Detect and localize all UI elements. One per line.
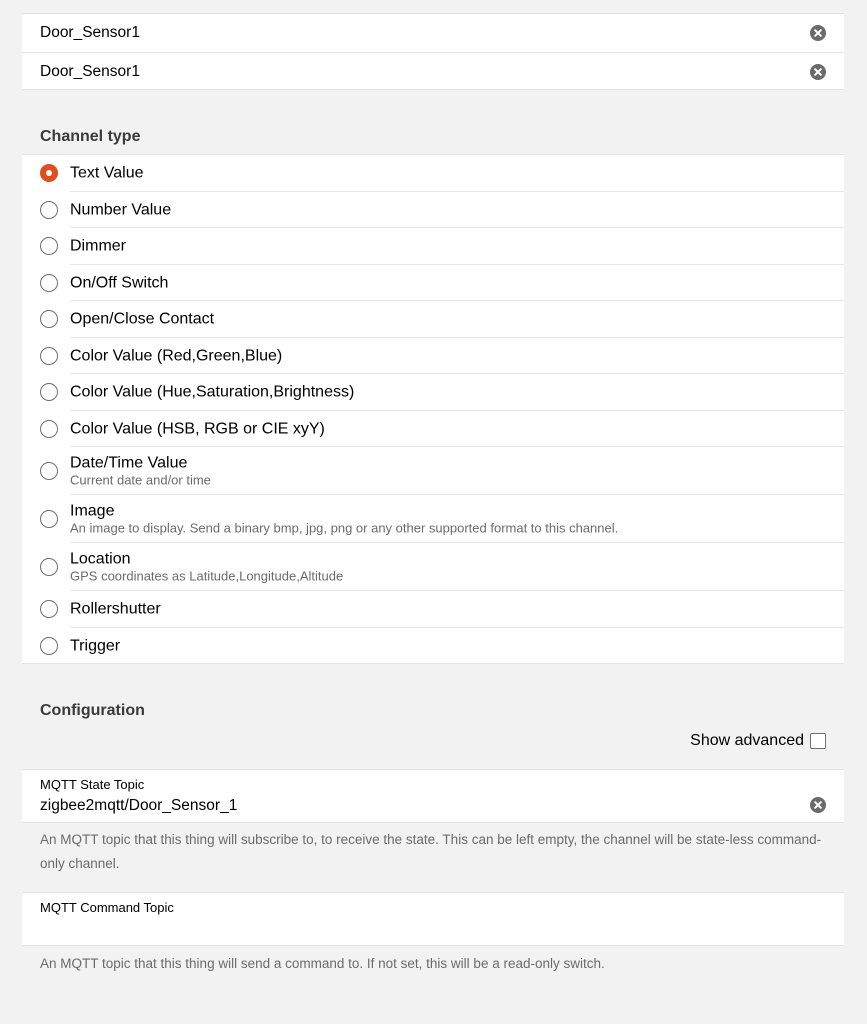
option-text [70,346,282,365]
clear-icon[interactable] [810,797,826,813]
show-advanced-label: Show advanced [690,732,804,749]
option-text [70,164,144,183]
option-text [70,310,214,329]
radio-button[interactable] [40,637,58,655]
channel-label-field[interactable] [22,14,844,52]
mqtt-state-topic-field[interactable] [22,769,844,823]
mqtt-command-topic-help: An MQTT topic that this thing will send a command to. If not set, this will be a read-only switch. [40,956,605,971]
option-text [70,550,343,585]
radio-button[interactable] [40,347,58,365]
option-label: Dimmer [70,237,126,255]
radio-button[interactable] [40,164,58,182]
option-label: On/Off Switch [70,274,169,292]
show-advanced-toggle[interactable] [690,732,826,750]
configuration-heading: Configuration [40,702,145,719]
radio-button[interactable] [40,274,58,292]
channel-type-option[interactable] [22,192,844,229]
option-text [70,237,126,256]
radio-button[interactable] [40,201,58,219]
name-fields-card [22,13,844,90]
option-label: Open/Close Contact [70,310,215,328]
option-description: Current date and/or time [70,472,211,488]
radio-button[interactable] [40,462,58,480]
option-text [70,600,161,619]
radio-button[interactable] [40,558,58,576]
option-label: Image [70,502,115,520]
option-label: Text Value [70,164,144,182]
option-label: Number Value [70,201,172,219]
option-description: An image to display. Send a binary bmp, jpg, png or any other supported format to this channel. [70,520,619,536]
radio-button[interactable] [40,600,58,618]
channel-type-option[interactable] [22,301,844,338]
channel-type-option[interactable] [22,338,844,375]
show-advanced-checkbox[interactable] [810,733,826,749]
channel-id-value: Door_Sensor1 [40,62,140,80]
option-label: Color Value (HSB, RGB or CIE xyY) [70,420,325,438]
option-text [70,419,325,438]
channel-id-field[interactable] [22,52,844,90]
channel-type-option[interactable] [22,265,844,302]
option-label: Rollershutter [70,600,161,618]
channel-type-list [22,154,844,664]
option-text [70,454,211,489]
option-text [70,273,168,292]
radio-button[interactable] [40,310,58,328]
channel-type-option[interactable] [22,495,844,543]
option-label: Location [70,550,131,568]
channel-label-value: Door_Sensor1 [40,24,140,41]
clear-icon[interactable] [810,64,826,80]
option-label: Trigger [70,637,121,655]
option-text [70,383,354,402]
mqtt-state-topic-label: MQTT State Topic [40,777,145,792]
channel-type-option[interactable] [22,628,844,665]
channel-type-option[interactable] [22,591,844,628]
mqtt-state-topic-input[interactable]: zigbee2mqtt/Door_Sensor_1 [40,797,238,814]
radio-button[interactable] [40,383,58,401]
radio-button[interactable] [40,237,58,255]
mqtt-state-topic-help: An MQTT topic that this thing will subscribe to, to receive the state. This can be left empty, the channel will be state-less command-only channel. [40,832,822,871]
option-description: GPS coordinates as Latitude,Longitude,Altitude [70,568,344,584]
option-label: Color Value (Hue,Saturation,Brightness) [70,383,355,401]
channel-type-option[interactable] [22,543,844,591]
option-label: Date/Time Value [70,454,188,472]
option-text [70,636,120,655]
mqtt-command-topic-label: MQTT Command Topic [40,900,174,915]
radio-button[interactable] [40,510,58,528]
channel-type-option[interactable] [22,155,844,192]
channel-type-option[interactable] [22,411,844,448]
option-label: Color Value (Red,Green,Blue) [70,347,283,365]
option-text [70,200,171,219]
channel-type-option[interactable] [22,374,844,411]
channel-type-option[interactable] [22,228,844,265]
radio-button[interactable] [40,420,58,438]
mqtt-command-topic-field[interactable] [22,892,844,946]
channel-type-option[interactable] [22,447,844,495]
option-text [70,502,618,537]
channel-type-heading: Channel type [40,128,141,145]
clear-icon[interactable] [810,25,826,41]
